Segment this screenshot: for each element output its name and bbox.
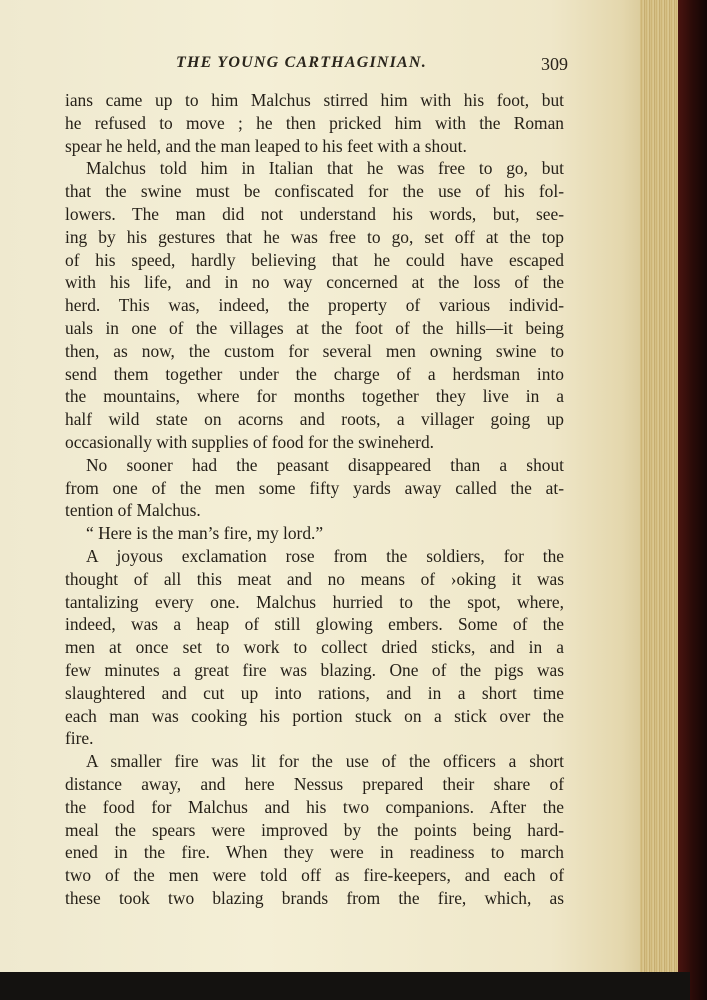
page-edges: [640, 0, 680, 978]
running-head: [60, 54, 570, 82]
text-line: uals in one of the villages at the foot of the hills—it being: [65, 317, 564, 338]
text-line: ing by his gestures that he was free to go, set off at the top: [65, 226, 564, 247]
text-line: slaughtered and cut up into rations, and in a short time: [65, 682, 564, 703]
text-line: thought of all this meat and no means of ›oking it was: [65, 568, 564, 589]
text-line: these took two blazing brands from the fire, which, as: [65, 887, 564, 908]
text-line: lowers. The man did not understand his words, but, see-: [65, 203, 564, 224]
bottom-shadow: [0, 972, 690, 1000]
text-line: the food for Malchus and his two companions. After the: [65, 796, 564, 817]
text-line: ians came up to him Malchus stirred him with his foot, but: [65, 90, 564, 110]
text-line: meal the spears were improved by the points being hard-: [65, 819, 564, 840]
text-line: two of the men were told off as fire-keepers, and each of: [65, 865, 564, 886]
page-number: 309: [541, 54, 568, 74]
running-title: THE YOUNG CARTHAGINIAN.: [176, 54, 427, 71]
text-line: then, as now, the custom for several men owning swine to: [65, 340, 564, 361]
text-line: spear he held, and the man leaped to his feet with a shout.: [65, 135, 467, 156]
text-line: Malchus told him in Italian that he was free to go, but: [86, 158, 564, 179]
text-line: ened in the fire. When they were in readiness to march: [65, 842, 564, 863]
book-spine: [678, 0, 707, 1000]
text-line: of his speed, hardly believing that he could have escaped: [65, 249, 564, 270]
text-line: “ Here is the man’s fire, my lord.”: [86, 523, 324, 544]
text-line: from one of the men some fifty yards away called the at-: [65, 477, 564, 498]
text-line: distance away, and here Nessus prepared their share of: [65, 773, 564, 794]
text-line: fire.: [65, 728, 94, 749]
text-line: A smaller fire was lit for the use of the officers a short: [86, 751, 564, 772]
text-line: half wild state on acorns and roots, a villager going up: [65, 409, 564, 430]
text-line: herd. This was, indeed, the property of various individ-: [65, 295, 564, 316]
body-text: [65, 89, 564, 910]
text-line: he refused to move ; he then pricked him with the Roman: [65, 112, 564, 133]
text-line: with his life, and in no way concerned at the loss of the: [65, 272, 564, 293]
text-line: No sooner had the peasant disappeared than a shout: [86, 454, 564, 475]
text-line: few minutes a great fire was blazing. One of the pigs was: [65, 659, 564, 680]
text-line: send them together under the charge of a herdsman into: [65, 363, 564, 384]
text-line: the mountains, where for months together they live in a: [65, 386, 564, 407]
text-line: A joyous exclamation rose from the soldiers, for the: [86, 545, 564, 566]
text-line: occasionally with supplies of food for the swineherd.: [65, 431, 434, 452]
text-line: indeed, was a heap of still glowing embers. Some of the: [65, 614, 564, 635]
text-line: that the swine must be confiscated for the use of his fol-: [65, 181, 564, 202]
text-line: tantalizing every one. Malchus hurried to the spot, where,: [65, 591, 564, 612]
text-line: tention of Malchus.: [65, 500, 201, 521]
text-line: men at once set to work to collect dried sticks, and in a: [65, 637, 564, 658]
text-line: each man was cooking his portion stuck on a stick over the: [65, 705, 564, 726]
